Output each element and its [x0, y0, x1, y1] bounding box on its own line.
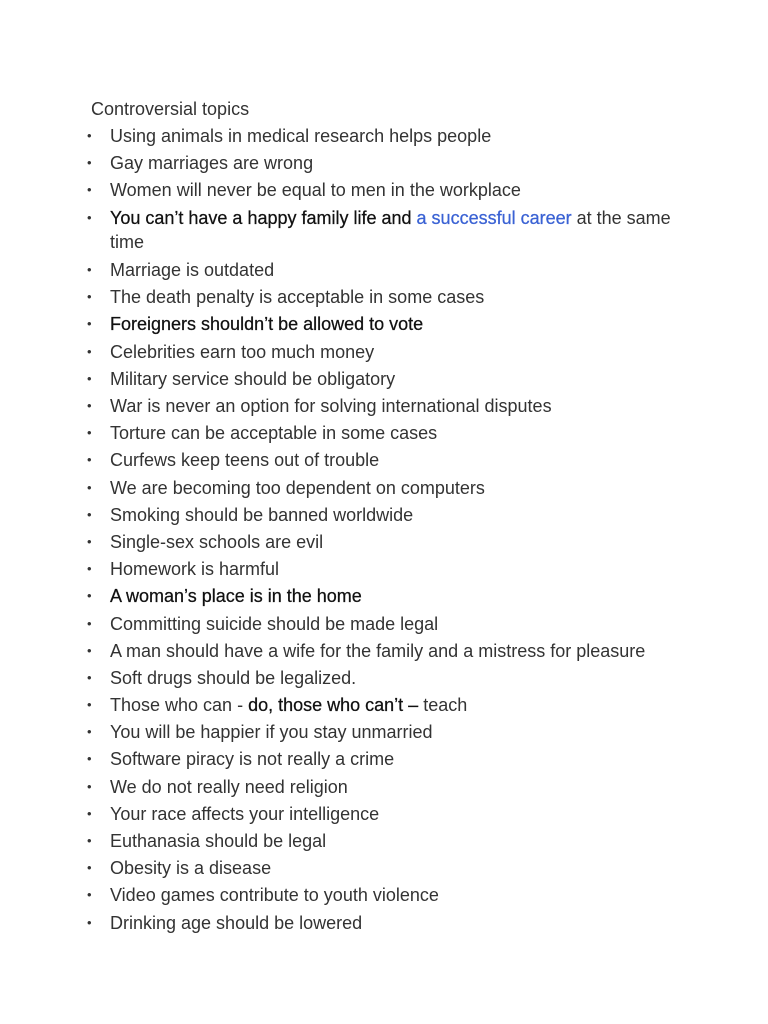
topic-text: You can’t have a happy family life and: [110, 207, 417, 228]
topic-item: [0, 367, 768, 391]
topic-text: A man should have a wife for the family and a mistress for pleasure: [110, 640, 646, 661]
bullet-icon: •: [87, 697, 92, 713]
topic-text: Military service should be obligatory: [110, 368, 396, 389]
topic-item: [0, 421, 768, 445]
topic-text: Torture can be acceptable in some cases: [110, 423, 438, 444]
bullet-icon: •: [87, 778, 92, 794]
topic-item: [0, 802, 768, 826]
topic-text: Celebrities earn too much money: [110, 341, 375, 362]
bullet-icon: •: [87, 669, 92, 685]
topic-text: We do not really need religion: [110, 776, 348, 797]
topic-text: Drinking age should be lowered: [110, 912, 363, 933]
topic-text: Homework is harmful: [110, 559, 280, 580]
topic-text: Soft drugs should be legalized.: [110, 667, 357, 688]
topic-item: [0, 206, 768, 254]
topic-text: Software piracy is not really a crime: [110, 749, 395, 770]
successful-career-link[interactable]: a successful career: [416, 207, 572, 228]
topic-item: [0, 584, 768, 608]
topic-text: Committing suicide should be made legal: [110, 613, 439, 634]
bullet-icon: •: [87, 642, 92, 658]
bullet-icon: •: [87, 615, 92, 631]
bullet-icon: •: [87, 887, 92, 903]
bullet-icon: •: [87, 561, 92, 577]
bullet-icon: •: [87, 860, 92, 876]
topic-text: teach: [418, 695, 468, 716]
bullet-icon: •: [87, 155, 92, 171]
bullet-icon: •: [87, 914, 92, 930]
topic-text: do, those who can’t –: [248, 695, 419, 716]
topic-text: Gay marriages are wrong: [110, 153, 314, 174]
topic-text: Euthanasia should be legal: [110, 831, 327, 851]
topic-item: [0, 666, 768, 690]
topic-item: [0, 476, 768, 500]
topic-item: [0, 124, 768, 148]
bullet-icon: •: [87, 751, 92, 767]
topic-item: [0, 883, 768, 907]
topic-text: Foreigners shouldn’t be allowed to vote: [110, 314, 424, 335]
topic-item: [0, 639, 768, 663]
bullet-icon: •: [87, 370, 92, 386]
topic-item: [0, 530, 768, 554]
topic-item: [0, 448, 768, 472]
topic-text: Single-sex schools are evil: [110, 531, 324, 552]
topic-item: [0, 258, 768, 282]
bullet-icon: •: [87, 262, 92, 278]
bullet-icon: •: [87, 506, 92, 522]
bullet-icon: •: [87, 398, 92, 413]
bullet-icon: •: [87, 289, 92, 305]
topic-item: [0, 312, 768, 336]
topic-item: [0, 151, 768, 175]
topic-text: We are becoming too dependent on computers: [110, 477, 485, 498]
bullet-icon: •: [87, 182, 92, 198]
topic-list: [0, 124, 768, 938]
topic-item: [0, 829, 768, 853]
topic-item: [0, 340, 768, 364]
bullet-icon: •: [87, 833, 92, 848]
topic-text: Women will never be equal to men in the workplace: [110, 180, 521, 201]
topic-item: [0, 775, 768, 799]
topic-text: A woman’s place is in the home: [110, 586, 362, 607]
topic-item: [0, 178, 768, 202]
topic-text: You will be happier if you stay unmarried: [110, 722, 433, 743]
document-title: Controversial topics: [91, 99, 250, 119]
topic-item: [0, 285, 768, 309]
bullet-icon: •: [87, 805, 92, 821]
topic-item: [0, 911, 768, 935]
bullet-icon: •: [87, 209, 92, 225]
topic-text: Using animals in medical research helps people: [110, 126, 492, 146]
bullet-icon: •: [87, 316, 92, 332]
topic-item: [0, 394, 768, 418]
topic-text: Curfews keep teens out of trouble: [110, 450, 380, 471]
topic-item: [0, 612, 768, 636]
bullet-icon: •: [87, 343, 92, 359]
topic-item: [0, 720, 768, 744]
topic-item: [0, 557, 768, 581]
bullet-icon: •: [87, 588, 92, 604]
topic-text: Your race affects your intelligence: [110, 803, 380, 824]
topic-text: Smoking should be banned worldwide: [110, 504, 414, 525]
topic-text: Video games contribute to youth violence: [110, 885, 439, 906]
topic-text: Those who can -: [110, 695, 249, 716]
bullet-icon: •: [87, 533, 92, 549]
topic-text: Marriage is outdated: [110, 260, 275, 281]
topic-text: at the same time: [110, 207, 671, 252]
topic-item: [0, 856, 768, 880]
topic-item: [0, 503, 768, 527]
bullet-icon: •: [87, 724, 92, 740]
bullet-icon: •: [87, 425, 92, 441]
bullet-icon: •: [87, 128, 92, 143]
topic-text: War is never an option for solving international disputes: [110, 396, 552, 416]
topic-text: The death penalty is acceptable in some cases: [110, 287, 485, 308]
topic-text: Obesity is a disease: [110, 858, 272, 879]
bullet-icon: •: [87, 479, 92, 495]
bullet-icon: •: [87, 452, 92, 468]
topic-item: [0, 693, 768, 717]
topic-item: [0, 747, 768, 771]
